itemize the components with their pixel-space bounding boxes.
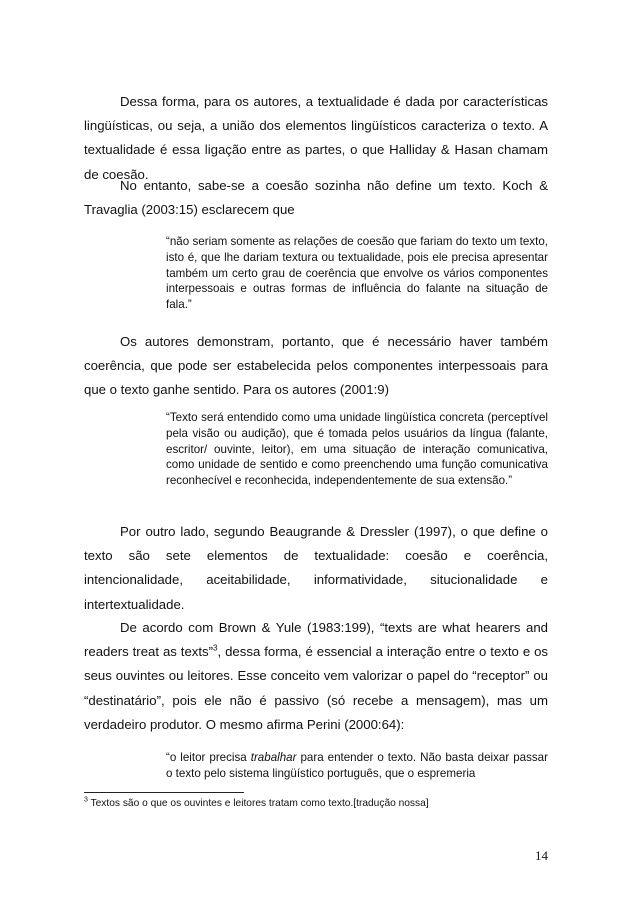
- page-number: 14: [535, 848, 548, 863]
- block-quote-1: “não seriam somente as relações de coesão que fariam do texto um texto, isto é, que lhe dariam textura ou textualidade, pois ele precisa apresentar também um certo grau de coerência que envolve os vários componentes interpessoais e outras formas de influência do falante na situação de fala.”: [166, 235, 548, 312]
- paragraph-3: Os autores demonstram, portanto, que é necessário haver também coerência, que pode ser estabelecida pelos componentes interpessoais para que o texto ganhe sentido. Para os autores (2001:9): [84, 334, 548, 398]
- block-quote-2: “Texto será entendido como uma unidade lingüística concreta (perceptível pela visão ou audição), que é tomada pelos usuários da língua (falante, escritor/ ouvinte, leitor), em uma situação de interação comunicativa, como unidade de sentido e como preenchendo uma função comunicativa reconhecível e reconhecida, independentemente de sua extensão.”: [166, 411, 548, 488]
- paragraph-2: No entanto, sabe-se a coesão sozinha não define um texto. Koch & Travaglia (2003:15) esclarecem que: [84, 178, 548, 218]
- quote-3-italic-word: trabalhar: [250, 751, 297, 764]
- footnote-reference: 3: [213, 643, 218, 653]
- paragraph-5-text-end: , dessa forma, é essencial a interação entre o texto e os seus ouvintes ou leitores. Esse conceito vem valorizar o papel do “receptor” ou “destinatário”, pois ele não é passivo (só recebe a mensagem), mas um verdadeiro produtor. O mesmo afirma Perini (2000:64):: [84, 644, 548, 732]
- footnote: [84, 797, 548, 810]
- paragraph-4: Por outro lado, segundo Beaugrande & Dressler (1997), o que define o texto são sete elementos de textualidade: coesão e coerência, intencionalidade, aceitabilidade, informatividade, situcionalidade e intertextualidade.: [84, 524, 548, 612]
- footnote-text: Textos são o que os ouvintes e leitores tratam como texto.[tradução nossa]: [87, 798, 429, 809]
- quote-3-text-end: para entender o texto. Não basta deixar passar o texto pelo sistema lingüístico português, que o espremeria: [166, 751, 548, 780]
- paragraph-5: [84, 616, 548, 737]
- paragraph-5-text-start: De acordo com Brown & Yule (1983:199), “texts are what hearers and readers treat as texts”: [84, 620, 548, 660]
- block-quote-3: [166, 750, 548, 782]
- footnote-marker: 3: [84, 796, 88, 804]
- quote-3-text-start: “o leitor precisa: [166, 751, 251, 764]
- footnote-separator: [84, 792, 244, 793]
- paragraph-1: Dessa forma, para os autores, a textualidade é dada por características lingüísticas, ou seja, a união dos elementos lingüísticos caracteriza o texto. A textualidade é essa ligação entre as partes, o que Halliday & Hasan chamam de coesão.: [84, 94, 548, 182]
